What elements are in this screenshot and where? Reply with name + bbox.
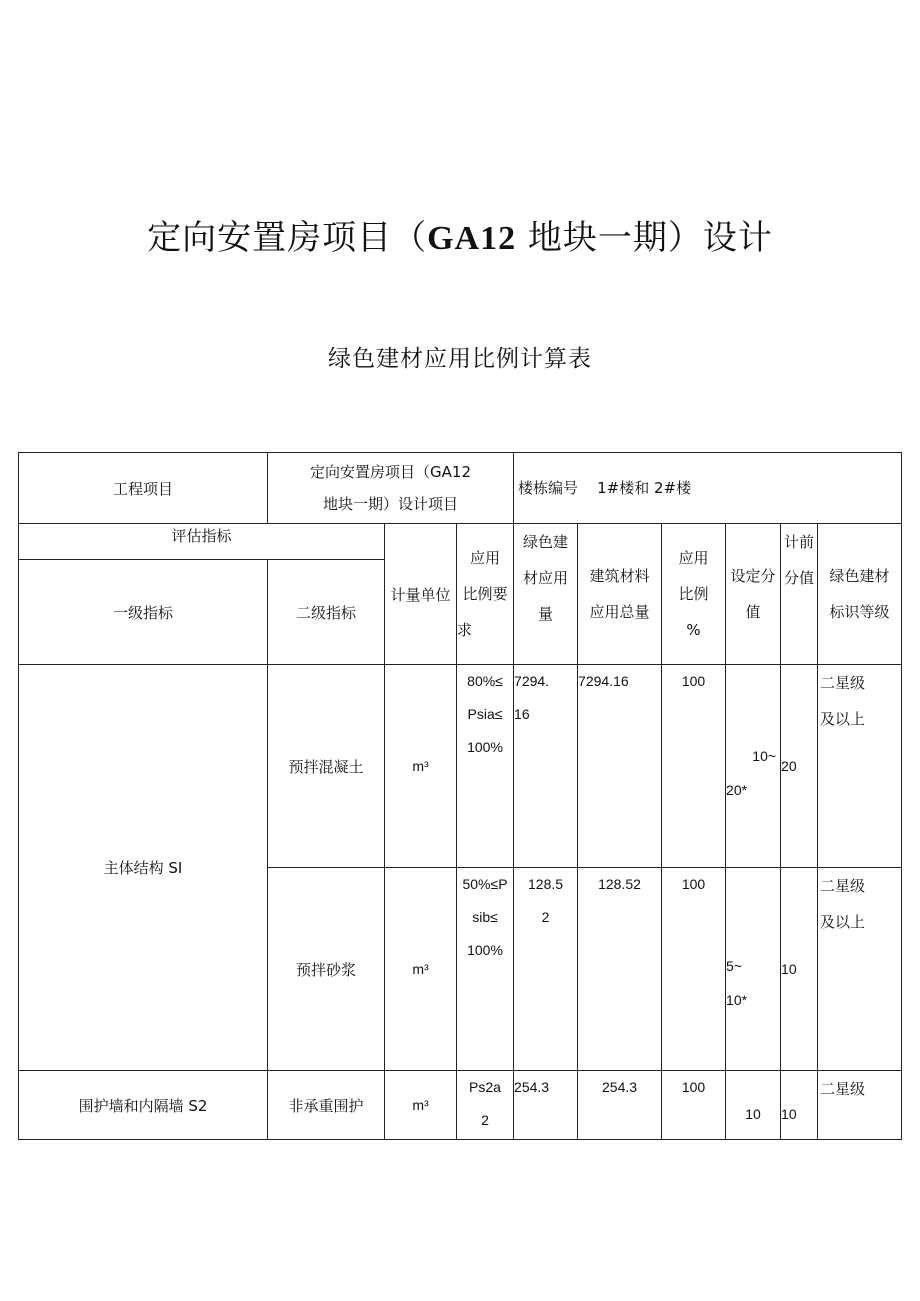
req-header-l1: 应用 xyxy=(470,549,501,567)
req-line: 80%≤ xyxy=(467,673,503,689)
unit-cell: m³ xyxy=(385,1071,457,1140)
grade-line: 及以上 xyxy=(820,913,866,931)
ratio-cell: 100 xyxy=(662,665,726,868)
document-title xyxy=(0,210,920,259)
green-line: 16 xyxy=(514,706,530,722)
unit-header: 计量单位 xyxy=(385,524,457,665)
green-amount-header xyxy=(514,524,578,665)
req-line: 2 xyxy=(481,1112,489,1128)
table-row xyxy=(19,665,902,868)
project-row xyxy=(19,453,902,524)
level1-cell: 围护墙和内隔墙 S2 xyxy=(19,1071,268,1140)
pre-score-header xyxy=(781,524,818,665)
req-cell xyxy=(457,1071,514,1140)
grade-cell xyxy=(818,1071,902,1140)
green-header-l2: 材应用 xyxy=(523,569,569,587)
setscore-line: 10* xyxy=(726,992,748,1008)
building-cell xyxy=(514,453,902,524)
req-header-l3: 求 xyxy=(457,621,473,639)
ratio-header-l2: 比例 xyxy=(678,585,709,603)
total-amount-cell: 128.52 xyxy=(578,868,662,1071)
req-header-l2: 比例要 xyxy=(462,585,508,603)
title-part-2: 地块一期）设计 xyxy=(516,218,773,258)
green-line: 7294. xyxy=(514,673,550,689)
grade-line: 二星级 xyxy=(820,1080,866,1098)
ratio-header xyxy=(662,524,726,665)
setscore-line: 10~ xyxy=(752,748,777,764)
setscore-line: 5~ xyxy=(726,958,742,974)
pre-score-cell: 20 xyxy=(781,665,818,868)
prescore-value: 10 xyxy=(781,1106,797,1122)
unit-cell: m³ xyxy=(385,665,457,868)
set-score-cell xyxy=(726,665,781,868)
unit-cell: m³ xyxy=(385,868,457,1071)
green-line: 128.5 xyxy=(528,876,564,892)
level1-cell: 主体结构 SI xyxy=(19,665,268,1071)
req-cell xyxy=(457,868,514,1071)
green-amount-cell xyxy=(514,1071,578,1140)
green-line: 2 xyxy=(541,909,550,925)
grade-header-l1: 绿色建材 xyxy=(829,567,890,585)
green-header-l3: 量 xyxy=(538,605,554,623)
green-header-l1: 绿色建 xyxy=(523,533,569,551)
building-value: 1#楼和 2#楼 xyxy=(597,479,692,497)
req-header xyxy=(457,524,514,665)
table-subtitle: 绿色建材应用比例计算表 xyxy=(328,346,592,372)
grade-header xyxy=(818,524,902,665)
setscore-line: 20* xyxy=(726,782,748,798)
prescore-header-l1: 计前 xyxy=(784,533,815,551)
level2-header: 二级指标 xyxy=(268,560,385,665)
project-name-line2: 地块一期）设计项目 xyxy=(323,495,459,513)
pre-score-cell xyxy=(781,1071,818,1140)
green-amount-cell xyxy=(514,665,578,868)
grade-line: 及以上 xyxy=(820,710,866,728)
ratio-cell: 100 xyxy=(662,1071,726,1140)
grade-line: 二星级 xyxy=(820,674,866,692)
setscore-header-l2: 值 xyxy=(745,603,761,621)
project-name-line1: 定向安置房项目（GA12 xyxy=(310,463,471,481)
setscore-header-l1: 设定分 xyxy=(730,567,776,585)
req-cell xyxy=(457,665,514,868)
level2-cell: 预拌砂浆 xyxy=(268,868,385,1071)
total-header-l1: 建筑材料 xyxy=(589,567,650,585)
set-score-header xyxy=(726,524,781,665)
req-line: 100% xyxy=(467,942,503,958)
total-amount-cell: 7294.16 xyxy=(578,665,662,868)
building-label: 楼栋编号 xyxy=(518,479,579,497)
prescore-header-l2: 分值 xyxy=(784,569,815,587)
total-amount-cell: 254.3 xyxy=(578,1071,662,1140)
green-amount-cell xyxy=(514,868,578,1071)
ratio-cell: 100 xyxy=(662,868,726,1071)
green-material-table xyxy=(18,452,902,1140)
ratio-header-l1: 应用 xyxy=(678,549,709,567)
project-name xyxy=(268,453,514,524)
req-line: 100% xyxy=(467,739,503,755)
req-line: Ps2a xyxy=(469,1079,501,1095)
grade-line: 二星级 xyxy=(820,877,866,895)
green-line: 254.3 xyxy=(514,1079,550,1095)
pre-score-cell: 10 xyxy=(781,868,818,1071)
req-line: Psia≤ xyxy=(467,706,503,722)
table-row xyxy=(19,1071,902,1140)
req-line: sib≤ xyxy=(472,909,498,925)
total-header-l2: 应用总量 xyxy=(589,603,650,621)
title-part-code: GA12 xyxy=(427,220,517,257)
level1-header: 一级指标 xyxy=(19,560,268,665)
set-score-cell xyxy=(726,868,781,1071)
total-amount-header xyxy=(578,524,662,665)
level2-cell: 预拌混凝土 xyxy=(268,665,385,868)
setscore-line: 10 xyxy=(745,1106,761,1122)
grade-cell xyxy=(818,665,902,868)
project-label: 工程项目 xyxy=(19,453,268,524)
ratio-header-l3: % xyxy=(686,621,701,639)
level2-cell: 非承重围护 xyxy=(268,1071,385,1140)
grade-header-l2: 标识等级 xyxy=(829,603,890,621)
title-part-1: 定向安置房项目（ xyxy=(147,218,428,258)
grade-cell xyxy=(818,868,902,1071)
set-score-cell xyxy=(726,1071,781,1140)
header-row-1 xyxy=(19,524,902,560)
eval-indicator-header: 评估指标 xyxy=(19,524,385,560)
req-line: 50%≤P xyxy=(462,876,508,892)
